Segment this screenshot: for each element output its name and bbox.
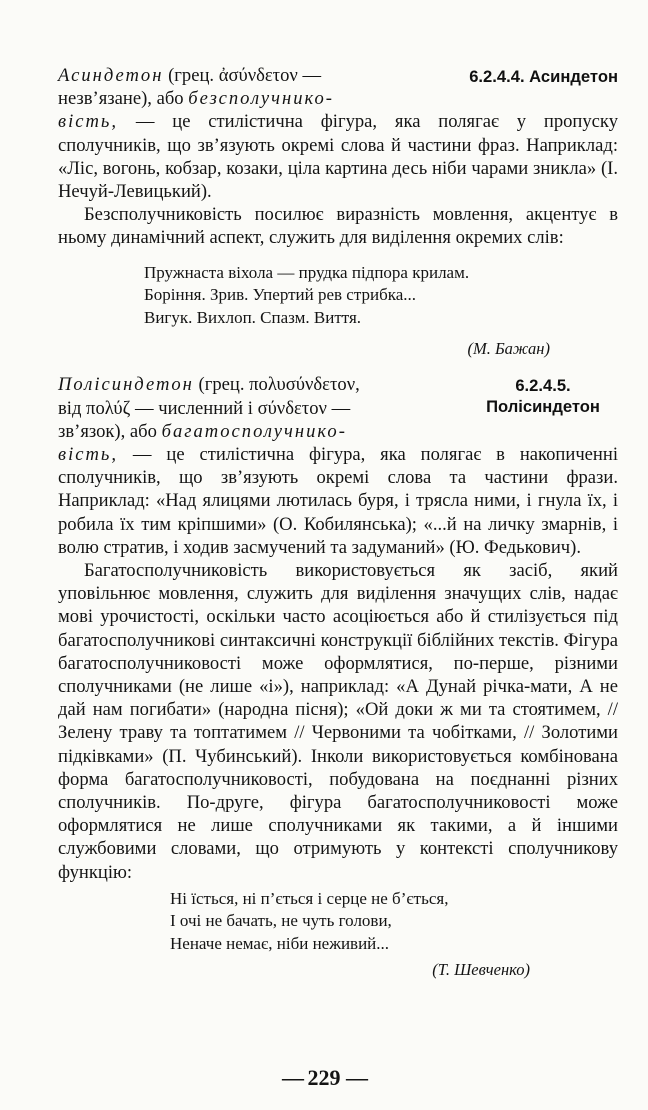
- asyndeton-definition: вість, — це стилістична фігура, яка полягає у пропуску сполучників, що зв’язують окремі слова й частини фраз. Наприклад: «Ліс, вогонь, кобзар, козаки, ціла картина десь ніби чарами зникла» (І. Нечуй-Левицький).: [58, 111, 618, 203]
- poem-line: Неначе немає, ніби неживий...: [170, 934, 390, 954]
- page-number: — 229 —: [282, 1065, 366, 1090]
- poem-line: Ні їсться, ні п’ється і серце не б’ється,: [170, 888, 449, 908]
- poem-attribution: (Т. Шевченко): [432, 959, 530, 979]
- poem-line: Вигук. Вихлоп. Спазм. Виття.: [144, 307, 362, 327]
- poem-line: Боріння. Зрив. Упертий рев стрибка...: [144, 285, 417, 305]
- section-asyndeton: [58, 64, 618, 250]
- polysyndeton-intro-line3: зв’язок), або багатосполучнико-: [58, 420, 347, 442]
- term-polysyndeton: Полісиндетон: [58, 374, 194, 396]
- section-polysyndeton: [58, 373, 618, 883]
- poem-attribution: (М. Бажан): [467, 339, 550, 359]
- asyndeton-paragraph: Безсполучниковість посилює виразність мовлення, акцентує в ньому динамічний аспект, служить для виділення окремих слів:: [58, 204, 618, 249]
- polysyndeton-definition: вість, — це стилістична фігура, яка полягає в накопиченні сполучників, що зв’язують окремі слова та частини фрази. Наприклад: «Над ялицями лютилась буря, і трясла ними, і гнула їх, і робила їх тим кріпшими» (О. Кобилянська); «...й на личку змарнів, і волю стратив, і ходив засмучений та задуманий» (Ю. Федькович).: [58, 444, 618, 558]
- poem-bazhan: [144, 262, 618, 330]
- page-content: [58, 64, 618, 980]
- term-asyndeton: Асиндетон: [58, 65, 164, 86]
- poem-line: Пружнаста віхола — прудка підпора крилам.: [144, 262, 470, 282]
- polysyndeton-intro-line1: Полісиндетон (грец. πολυσύνδετον,: [58, 374, 360, 396]
- term-polysyndetism: багатосполучнико-: [161, 420, 347, 442]
- section-heading-asyndeton: 6.2.4.4. Асиндетон: [469, 67, 618, 86]
- asyndeton-intro-line2: незв’язане), або безсполучнико-: [58, 88, 334, 110]
- polysyndeton-intro-line2: від πολύζ — численний і σύνδετον —: [58, 397, 351, 419]
- polysyndeton-paragraph: Багатосполучниковість використовується як засіб, який уповільнює мовлення, служить для виділення значущих слів, надає мові урочистості, оскільки часто асоціюється або й стилізується під багатосполучникові синтаксичні конструкції біблійних текстів. Фігура багатосполучниковості може оформлятися, по-перше, різними сполучниками (не лише «і»), наприклад: «А Дунай річка-мати, А не дай нам погибати» (народна пісня); «Ой доки ж ми та стоятимем, // Зелену траву та топтатимем // Червоними та чобітками, // Золотими підківками» (П. Чубинський). Інколи використовується комбінована форма багатосполучниковості, побудована на поєднанні різних сполучників. По-друге, фігура багатосполучниковості може оформлятися не лише сполучниками як такими, а й іншими службовими словами, що отримують у контексті сполучникову функцію:: [58, 560, 618, 883]
- asyndeton-intro-line1: Асиндетон (грец. ἀσύνδετον —: [58, 65, 322, 86]
- section-heading-polysyndeton: 6.2.4.5. Полісиндетон: [486, 376, 600, 417]
- poem-line: І очі не бачать, не чуть голови,: [170, 911, 392, 931]
- poem-shevchenko: [170, 888, 618, 956]
- term-asyndetism: безсполучнико-: [188, 88, 334, 110]
